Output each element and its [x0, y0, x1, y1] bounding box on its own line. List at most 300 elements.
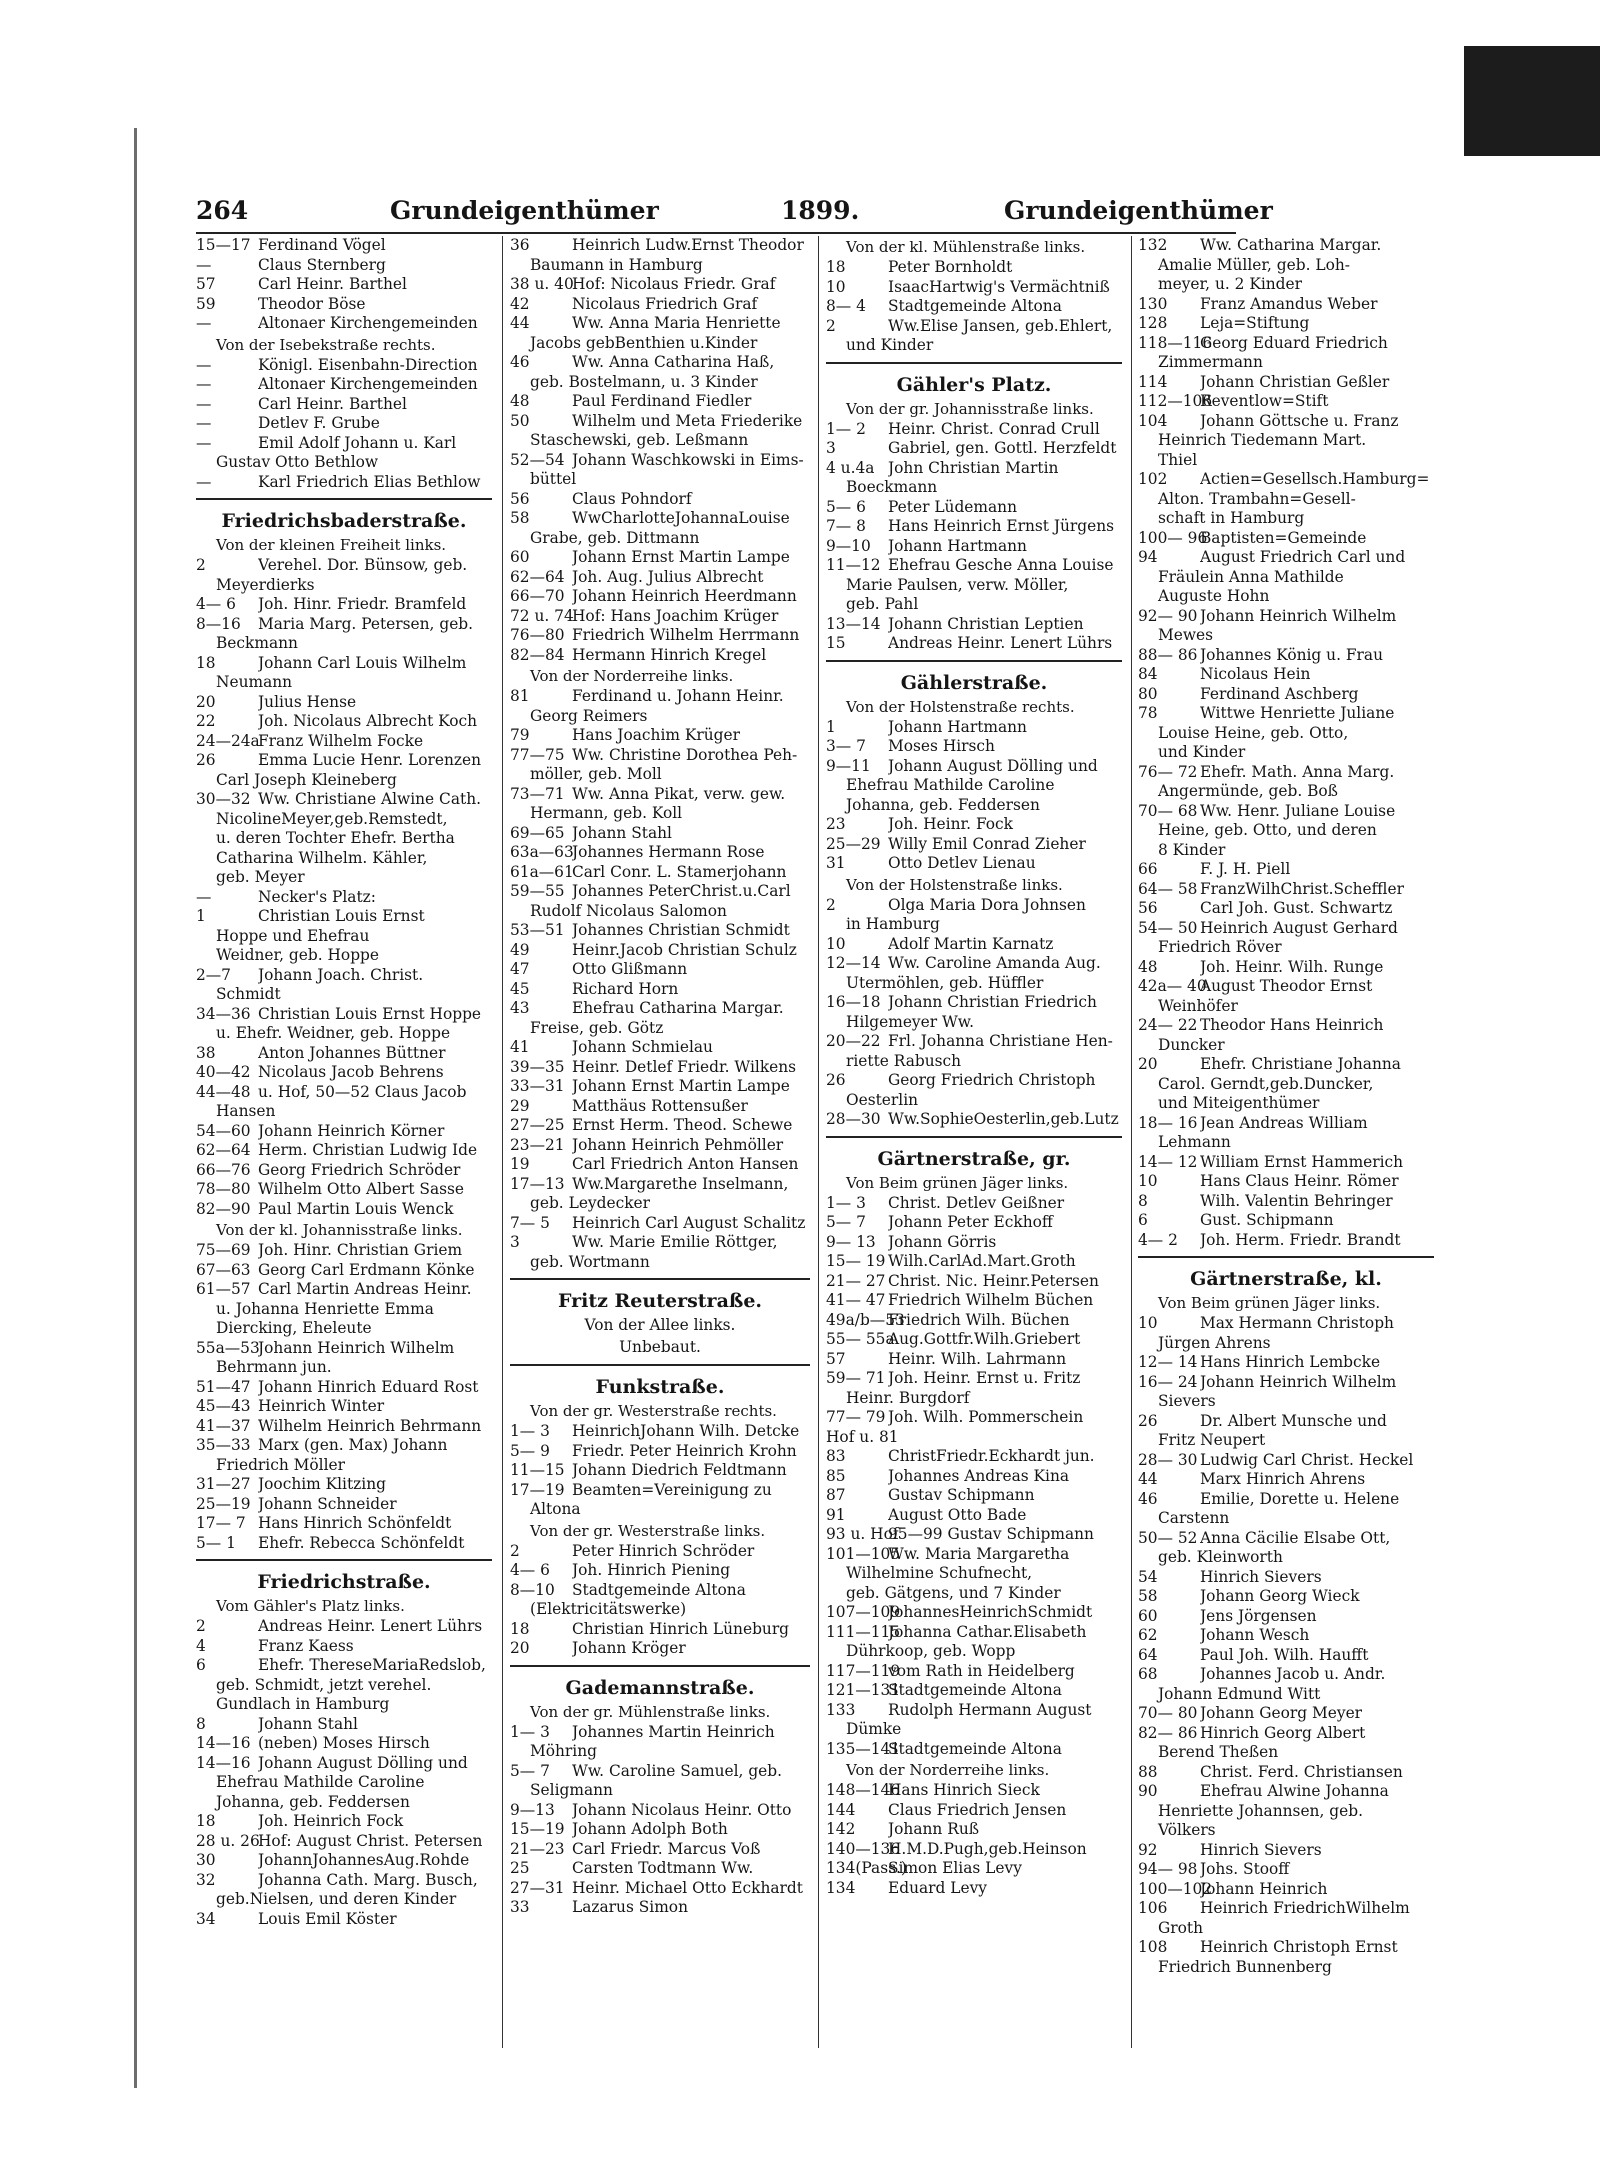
- house-number: 21— 27: [826, 1271, 886, 1290]
- owner-name: möller, geb. Moll: [530, 765, 662, 783]
- directory-entry: [826, 615, 1122, 635]
- owner-name: Lehmann: [1158, 1133, 1231, 1151]
- owner-name: Johanna, geb. Feddersen: [846, 795, 1040, 814]
- entry-continuation: [1138, 1075, 1434, 1095]
- owner-name: Adolf Martin Karnatz: [888, 934, 1054, 953]
- owner-name: Johannes Martin Heinrich: [572, 1722, 775, 1741]
- owner-name: in Hamburg: [846, 915, 940, 933]
- directory-entry: [196, 615, 492, 635]
- directory-entry: [1138, 704, 1434, 724]
- directory-entry: [1138, 860, 1434, 880]
- directory-entry: [196, 1122, 492, 1142]
- owner-name: Henriette Johannsen, geb.: [1158, 1801, 1363, 1820]
- house-number: 23—21: [510, 1135, 565, 1154]
- owner-name: Friedr. Peter Heinrich Krohn: [572, 1441, 797, 1460]
- owner-name: Alton. Trambahn=Gesell-: [1158, 489, 1356, 508]
- directory-entry: [196, 1005, 492, 1025]
- directory-entry: [826, 1408, 1122, 1428]
- owner-name: Fritz Neupert: [1158, 1431, 1266, 1449]
- house-number: 55— 55a: [826, 1330, 895, 1348]
- owner-name: August Otto Bade: [888, 1505, 1027, 1524]
- direction-note: Von der Norderreihe links.: [530, 667, 734, 685]
- house-number: 31—27: [196, 1475, 251, 1493]
- directory-entry: [196, 275, 492, 295]
- house-number: 117—119: [826, 1661, 901, 1680]
- owner-name: Gabriel, gen. Gottl. Herzfeldt: [888, 439, 1117, 457]
- house-number: 25: [510, 1859, 530, 1877]
- directory-entry: [1138, 1470, 1434, 1490]
- column-2: [510, 236, 810, 1918]
- house-number: 41: [510, 1038, 530, 1056]
- directory-entry: [510, 1214, 810, 1234]
- directory-entry: [826, 757, 1122, 777]
- house-number: 68: [1138, 1665, 1158, 1683]
- entry-continuation: [826, 1091, 1122, 1111]
- house-number: 23: [826, 815, 846, 833]
- owner-name: Gustav Otto Bethlow: [216, 453, 379, 471]
- directory-entry: [510, 1077, 810, 1097]
- entry-continuation: [196, 771, 492, 791]
- owner-name: Utermöhlen, geb. Hüffler: [846, 973, 1044, 992]
- house-number: 9—10: [826, 536, 871, 555]
- entry-continuation: [1138, 1685, 1434, 1705]
- house-number: 1— 3: [510, 1722, 550, 1741]
- house-number: —: [196, 887, 212, 906]
- street-heading: Friedrichstraße.: [196, 1559, 492, 1595]
- owner-name: Carl Friedrich Anton Hansen: [572, 1155, 799, 1173]
- house-number: 10: [1138, 1172, 1158, 1190]
- directory-entry: [510, 1038, 810, 1058]
- owner-name: Johann Christian Geßler: [1200, 372, 1390, 391]
- owner-name: Heinr. Burgdorf: [846, 1388, 970, 1407]
- owner-name: Johann Waschkowski in Eims-: [572, 450, 804, 469]
- street-heading: Funkstraße.: [510, 1364, 810, 1400]
- owner-name: Claus Sternberg: [258, 255, 386, 274]
- owner-name: Heinr. Detlef Friedr. Wilkens: [572, 1057, 797, 1076]
- owner-name: geb. Leydecker: [530, 1194, 650, 1212]
- entry-continuation: [826, 1720, 1122, 1740]
- owner-name: Joh. Hinr. Christian Griem: [258, 1241, 463, 1259]
- entry-continuation: [196, 985, 492, 1005]
- owner-name: Christ. Nic. Heinr.Petersen: [888, 1271, 1099, 1290]
- house-number: 88— 86: [1138, 645, 1198, 664]
- directory-entry: [1138, 607, 1434, 627]
- owner-name: Neumann: [216, 673, 293, 691]
- directory-entry: [1138, 1353, 1434, 1373]
- house-number: 1— 2: [826, 419, 866, 438]
- house-number: 73—71: [510, 784, 565, 803]
- entry-continuation: [1138, 587, 1434, 607]
- owner-name: Rudolf Nicolaus Salomon: [530, 901, 727, 920]
- owner-name: August Friedrich Carl und: [1200, 548, 1406, 566]
- house-number: 5— 9: [510, 1441, 550, 1460]
- owner-name: Carl Heinr. Barthel: [258, 394, 407, 413]
- column-3: [826, 236, 1122, 1898]
- entry-continuation: [196, 868, 492, 888]
- directory-entry: [196, 556, 492, 576]
- house-number: 14—16: [196, 1734, 251, 1752]
- directory-entry: [196, 712, 492, 732]
- house-number: 76—80: [510, 626, 565, 644]
- directory-entry: [826, 459, 1122, 479]
- house-number: 22: [196, 712, 216, 730]
- house-number: 41— 47: [826, 1291, 886, 1309]
- directory-entry: [826, 1350, 1122, 1370]
- directory-entry: [510, 726, 810, 746]
- directory-entry: [1138, 1763, 1434, 1783]
- entry-continuation: [196, 1676, 492, 1696]
- owner-name: Hoppe und Ehefrau: [216, 926, 370, 945]
- house-number: 33: [510, 1898, 530, 1916]
- directory-entry: [826, 1545, 1122, 1565]
- direction-note: Von der gr. Johannisstraße links.: [846, 399, 1094, 418]
- house-number: 101—105: [826, 1544, 901, 1563]
- house-number: 48: [510, 392, 530, 410]
- directory-entry: [826, 556, 1122, 576]
- house-number: 91: [826, 1505, 846, 1524]
- house-number: 28—30: [826, 1110, 881, 1128]
- house-number: 1— 3: [510, 1422, 550, 1440]
- house-number: 132: [1138, 236, 1168, 254]
- house-number: 140—136: [826, 1839, 901, 1858]
- directory-entry: [826, 718, 1122, 738]
- owner-name: Staschewski, geb. Leßmann: [530, 431, 749, 449]
- house-number: 63a—63: [510, 843, 574, 861]
- owner-name: Johann Hartmann: [888, 717, 1027, 736]
- house-number: 76— 72: [1138, 762, 1198, 781]
- owner-name: Johann Ernst Martin Lampe: [572, 548, 790, 566]
- house-number: 61a—61: [510, 862, 574, 881]
- directory-entry: [826, 1032, 1122, 1052]
- house-number: —: [196, 472, 212, 491]
- owner-name: Matthäus Rottensußer: [572, 1096, 748, 1115]
- directory-entry: [510, 607, 810, 627]
- owner-name: Christ. Detlev Geißner: [888, 1193, 1065, 1212]
- house-number: 44: [510, 314, 530, 332]
- owner-name: u. Johanna Henriette Emma: [216, 1299, 434, 1318]
- entry-continuation: [510, 1019, 810, 1039]
- directory-entry: [196, 1161, 492, 1181]
- owner-name: meyer, u. 2 Kinder: [1158, 275, 1302, 293]
- directory-entry: [196, 1063, 492, 1083]
- directory-entry: [196, 1715, 492, 1735]
- house-number: 33—31: [510, 1077, 565, 1095]
- owner-name: Georg Carl Erdmann Könke: [258, 1260, 475, 1279]
- owner-name: Ehefrau Gesche Anna Louise: [888, 556, 1114, 574]
- house-number: 51—47: [196, 1377, 251, 1396]
- house-number: 58: [510, 509, 530, 527]
- house-number: 111—115: [826, 1622, 901, 1641]
- entry-continuation: [196, 1695, 492, 1715]
- entry-continuation: [1138, 1958, 1434, 1978]
- house-number: 6: [196, 1656, 206, 1674]
- owner-name: Hinrich Sievers: [1200, 1567, 1322, 1586]
- entry-continuation: [826, 336, 1122, 356]
- house-number: 78—80: [196, 1180, 251, 1198]
- house-number: 8: [1138, 1191, 1148, 1210]
- owner-name: u. Ehefr. Weidner, geb. Hoppe: [216, 1024, 451, 1042]
- house-number: 142: [826, 1820, 856, 1838]
- house-number: 42a— 40: [1138, 977, 1207, 995]
- owner-name: Hof: Hans Joachim Krüger: [572, 606, 779, 625]
- entry-continuation: [1138, 782, 1434, 802]
- owner-name: Ehefrau Catharina Margar.: [572, 999, 784, 1017]
- house-number: 5— 1: [196, 1533, 236, 1552]
- house-number: —: [196, 355, 212, 374]
- house-number: 26: [826, 1071, 846, 1089]
- house-number: 135—141: [826, 1739, 901, 1758]
- house-number: 17—13: [510, 1174, 565, 1193]
- directory-entry: [510, 1581, 810, 1601]
- owner-name: Wilhelm Otto Albert Sasse: [258, 1180, 465, 1198]
- directory-entry: [826, 1859, 1122, 1879]
- owner-name: Christian Louis Ernst Hoppe: [258, 1004, 482, 1023]
- owner-name: Wittwe Henriette Juliane: [1200, 704, 1395, 722]
- directory-entry: [826, 1525, 1122, 1545]
- house-number: 64— 58: [1138, 879, 1198, 898]
- entry-continuation: [826, 478, 1122, 498]
- directory-entry: [196, 1044, 492, 1064]
- directory-entry: [1138, 1412, 1434, 1432]
- directory-entry: [826, 954, 1122, 974]
- entry-continuation: [510, 334, 810, 354]
- entry-continuation: [196, 1300, 492, 1320]
- owner-name: Heinr. Wilh. Lahrmann: [888, 1349, 1067, 1368]
- directory-entry: [826, 896, 1122, 916]
- owner-name: Weinhöfer: [1158, 996, 1238, 1015]
- owner-name: Diercking, Eheleute: [216, 1319, 372, 1337]
- owner-name: Gustav Schipmann: [888, 1486, 1035, 1504]
- house-number: 56: [1138, 899, 1158, 917]
- house-number: 83: [826, 1447, 846, 1465]
- directory-entry: [1138, 1568, 1434, 1588]
- directory-entry: [1138, 763, 1434, 783]
- owner-name: Claus Friedrich Jensen: [888, 1800, 1067, 1819]
- directory-entry: [1138, 665, 1434, 685]
- owner-name: Ww.Margarethe Inselmann,: [572, 1174, 789, 1193]
- owner-name: Johann Ernst Martin Lampe: [572, 1077, 790, 1095]
- owner-name: Friedrich Röver: [1158, 938, 1282, 956]
- owner-name: Carl Conr. L. Stamerjohann: [572, 862, 787, 881]
- house-number: 30: [196, 1851, 216, 1869]
- owner-name: Carl Friedr. Marcus Voß: [572, 1839, 761, 1858]
- owner-name: Johannes Jacob u. Andr.: [1200, 1665, 1386, 1683]
- house-number: —: [196, 375, 212, 393]
- house-number: 50— 52: [1138, 1528, 1198, 1547]
- owner-name: Georg Friedrich Schröder: [258, 1160, 461, 1179]
- owner-name: Heinr. Michael Otto Eckhardt: [572, 1878, 803, 1897]
- house-number: 60: [510, 548, 530, 566]
- directory-entry: [826, 297, 1122, 317]
- directory-entry: [510, 1481, 810, 1501]
- owner-name: Maria Marg. Petersen, geb.: [258, 614, 474, 633]
- entry-continuation: [196, 1024, 492, 1044]
- owner-name: Boeckmann: [846, 478, 938, 496]
- entry-continuation: [510, 470, 810, 490]
- directory-entry: [1138, 1153, 1434, 1173]
- entry-continuation: [196, 1890, 492, 1910]
- owner-name: Fräulein Anna Mathilde: [1158, 567, 1344, 586]
- house-number: 59— 71: [826, 1369, 886, 1387]
- house-number: 144: [826, 1800, 856, 1819]
- house-number: 84: [1138, 665, 1158, 683]
- house-number: 112—106: [1138, 392, 1213, 410]
- scan-edge-shadow: [1464, 46, 1600, 156]
- house-number: 44: [1138, 1470, 1158, 1488]
- directory-entry: [826, 1662, 1122, 1682]
- owner-name: 8 Kinder: [1158, 840, 1226, 859]
- house-number: 32: [196, 1870, 216, 1889]
- house-number: 100— 96: [1138, 528, 1208, 547]
- directory-entry: [196, 1475, 492, 1495]
- directory-entry: [196, 1417, 492, 1437]
- owner-name: Joochim Klitzing: [258, 1475, 386, 1493]
- page-header: [196, 196, 1273, 230]
- directory-entry: [1138, 1055, 1434, 1075]
- owner-name: John Christian Martin: [888, 458, 1059, 477]
- directory-entry: [510, 490, 810, 510]
- directory-entry: [510, 451, 810, 471]
- owner-name: Joh. Heinr. Ernst u. Fritz: [888, 1369, 1081, 1387]
- house-number: 20—22: [826, 1032, 881, 1050]
- owner-name: Karl Friedrich Elias Bethlow: [258, 472, 481, 491]
- house-number: 9—11: [826, 756, 871, 775]
- directory-entry: [510, 1898, 810, 1918]
- owner-name: Baumann in Hamburg: [530, 255, 703, 274]
- entry-continuation: [196, 849, 492, 869]
- owner-name: Johann Diedrich Feldtmann: [572, 1461, 787, 1479]
- direction-note: Von der Holstenstraße links.: [846, 875, 1063, 894]
- house-number: —: [196, 414, 212, 432]
- directory-entry: [196, 888, 492, 908]
- house-number: 16— 24: [1138, 1372, 1198, 1391]
- house-number: 133: [826, 1700, 856, 1719]
- owner-name: Auguste Hohn: [1158, 587, 1270, 605]
- owner-name: Johann Wesch: [1200, 1626, 1310, 1644]
- owner-name: Moses Hirsch: [888, 737, 995, 755]
- house-number: 106: [1138, 1899, 1168, 1917]
- owner-name: Christ. Ferd. Christiansen: [1200, 1762, 1403, 1781]
- house-number: 49a/b—53: [826, 1310, 905, 1329]
- house-number: 27—25: [510, 1116, 565, 1134]
- directory-entry: [1138, 1314, 1434, 1334]
- house-number: 54—60: [196, 1121, 251, 1140]
- directory-entry: [826, 1781, 1122, 1801]
- directory-entry: [510, 1639, 810, 1659]
- owner-name: schaft in Hamburg: [1158, 509, 1305, 527]
- owner-name: Joh. Heinrich Fock: [258, 1812, 404, 1830]
- directory-entry: [1138, 1607, 1434, 1627]
- directory-entry: [196, 1141, 492, 1161]
- owner-name: Heinrich August Gerhard: [1200, 918, 1398, 937]
- house-number: 46: [1138, 1489, 1158, 1508]
- directory-entry: [196, 1754, 492, 1774]
- house-number: 69—65: [510, 823, 565, 842]
- owner-name: Johann Hinrich Eduard Rost: [258, 1377, 479, 1396]
- directory-entry: [826, 737, 1122, 757]
- entry-continuation: [826, 1389, 1122, 1409]
- owner-name: Georg Eduard Friedrich: [1200, 333, 1388, 352]
- owner-name: Völkers: [1158, 1821, 1216, 1839]
- owner-name: Heine, geb. Otto, und deren: [1158, 821, 1377, 839]
- entry-continuation: [1138, 821, 1434, 841]
- entry-continuation: [1138, 275, 1434, 295]
- house-number: 20: [510, 1639, 530, 1657]
- entry-continuation: [510, 1194, 810, 1214]
- house-number: 8—10: [510, 1580, 555, 1599]
- house-number: 92— 90: [1138, 606, 1198, 625]
- entry-continuation: [1138, 1431, 1434, 1451]
- house-number: 9— 13: [826, 1232, 876, 1251]
- owner-name: Ww. Anna Catharina Haß,: [572, 353, 775, 371]
- owner-name: Paul Ferdinand Fiedler: [572, 392, 752, 410]
- house-number: 1: [196, 907, 206, 925]
- house-number: 2: [196, 556, 206, 574]
- directory-entry: [826, 1740, 1122, 1760]
- entry-continuation: [196, 946, 492, 966]
- owner-name: Johann Christian Friedrich: [888, 993, 1097, 1011]
- owner-name: Freise, geb. Götz: [530, 1018, 664, 1037]
- directory-entry: [1138, 958, 1434, 978]
- directory-entry: [196, 295, 492, 315]
- owner-name: Heinr. Christ. Conrad Crull: [888, 419, 1100, 438]
- directory-entry: [196, 1339, 492, 1359]
- house-number: 70— 80: [1138, 1704, 1198, 1722]
- owner-name: Ehefrau Mathilde Caroline: [846, 776, 1055, 794]
- owner-name: Wilh.CarlAd.Mart.Groth: [888, 1252, 1076, 1270]
- owner-name: Johann Heinrich Heerdmann: [572, 587, 797, 605]
- street-heading: Fritz Reuterstraße.: [510, 1278, 810, 1314]
- directory-entry: [1138, 802, 1434, 822]
- house-number: 4: [196, 1636, 206, 1655]
- owner-name: Andreas Heinr. Lenert Lührs: [888, 634, 1113, 652]
- direction-note: Von Beim grünen Jäger links.: [1158, 1294, 1381, 1312]
- entry-continuation: [1138, 431, 1434, 451]
- owner-name: Joh. Herm. Friedr. Brandt: [1200, 1230, 1401, 1249]
- directory-entry: [196, 732, 492, 752]
- owner-name: Seligmann: [530, 1781, 613, 1799]
- owner-name: Altonaer Kirchengemeinden: [258, 314, 478, 332]
- entry-continuation: [510, 1600, 810, 1620]
- owner-name: Johann Carl Louis Wilhelm: [258, 653, 467, 672]
- house-number: 134: [826, 1878, 856, 1897]
- owner-name: Weidner, geb. Hoppe: [216, 946, 380, 964]
- directory-page: [196, 196, 1430, 2076]
- house-number: 66—70: [510, 587, 565, 605]
- entry-continuation: [196, 1319, 492, 1339]
- directory-entry: [196, 654, 492, 674]
- owner-name: Beamten=Vereinigung zu: [572, 1480, 772, 1499]
- entry-continuation: [1138, 509, 1434, 529]
- directory-entry: [1138, 1451, 1434, 1471]
- header-right-title: Grundeigenthümer: [1004, 196, 1273, 225]
- house-number: 18: [196, 653, 216, 672]
- house-number: 66: [1138, 860, 1158, 878]
- directory-entry: [826, 1233, 1122, 1253]
- house-number: 25—29: [826, 834, 881, 853]
- owner-name: Johann Kröger: [572, 1639, 686, 1657]
- directory-entry: [196, 1514, 492, 1534]
- owner-name: geb. Bostelmann, u. 3 Kinder: [530, 372, 758, 391]
- house-number: 18: [510, 1619, 530, 1638]
- house-number: 46: [510, 353, 530, 371]
- owner-name: Jens Jörgensen: [1200, 1606, 1317, 1625]
- house-number: 94: [1138, 548, 1158, 566]
- directory-entry: [196, 1261, 492, 1281]
- owner-name: Heinrich Winter: [258, 1397, 385, 1415]
- entry-continuation: [1138, 1548, 1434, 1568]
- owner-name: Johanna Cath. Marg. Busch,: [258, 1870, 478, 1889]
